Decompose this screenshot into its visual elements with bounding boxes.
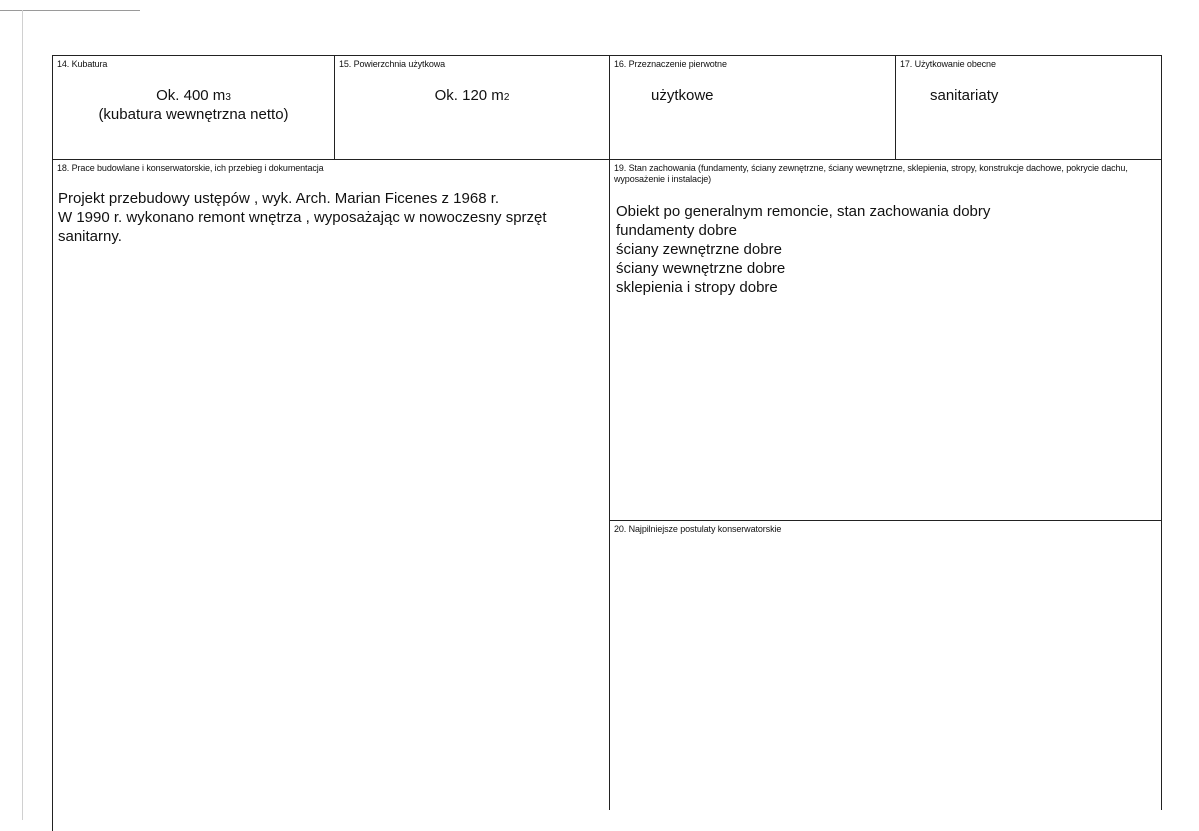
field-14-value-main: Ok. 400 m [156,87,226,104]
field-18-prace-budowlane [52,159,609,831]
field-17-uzytkowanie [895,55,1162,159]
field-16-label: 16. Przeznaczenie pierwotne [614,59,727,69]
field-19-line-4: ściany wewnętrzne dobre [616,260,786,277]
field-19-label: 19. Stan zachowania (fundamenty, ściany zewnętrzne, ściany wewnętrzne, sklepienia, stropy, konstrukcje dachowe, pokrycie dachu, wyposażenie i instalacje) [614,163,1128,184]
field-17-value: sanitariaty [930,87,999,104]
field-14-value [53,86,334,107]
field-15-value-unit: 2 [503,92,510,103]
field-14-label: 14. Kubatura [57,59,108,69]
field-19-line-3: ściany zewnętrzne dobre [616,241,782,258]
field-18-label: 18. Prace budowlane i konserwatorskie, ich przebieg i dokumentacja [57,163,324,173]
scan-artifact-line [22,10,23,820]
field-14-kubatura [52,55,334,159]
field-19-line-5: sklepienia i stropy dobre [616,279,778,296]
field-17-label: 17. Użytkowanie obecne [900,59,996,69]
field-18-line-1: Projekt przebudowy ustępów , wyk. Arch. Marian Ficenes z 1968 r. [58,190,500,207]
field-15-powierzchnia [334,55,609,159]
field-18-line-2: W 1990 r. wykonano remont wnętrza , wyposażając w nowoczesny sprzęt [58,209,547,226]
field-19-line-2: fundamenty dobre [616,222,737,239]
scan-artifact-line [0,10,140,11]
field-15-value [335,86,609,107]
field-15-value-main: Ok. 120 m [434,87,504,104]
field-18-line-3: sanitarny. [58,228,122,245]
record-form [52,55,1162,831]
field-14-value-note: (kubatura wewnętrzna netto) [98,106,289,123]
field-19-stan-zachowania [609,159,1162,520]
field-20-label: 20. Najpilniejsze postulaty konserwatorskie [614,524,782,534]
field-16-przeznaczenie [609,55,895,159]
field-16-value: użytkowe [651,87,714,104]
field-15-label: 15. Powierzchnia użytkowa [339,59,446,69]
field-20-postulaty [609,520,1162,810]
field-14-value-unit: 3 [225,92,231,103]
field-19-line-1: Obiekt po generalnym remoncie, stan zachowania dobry [616,203,991,220]
